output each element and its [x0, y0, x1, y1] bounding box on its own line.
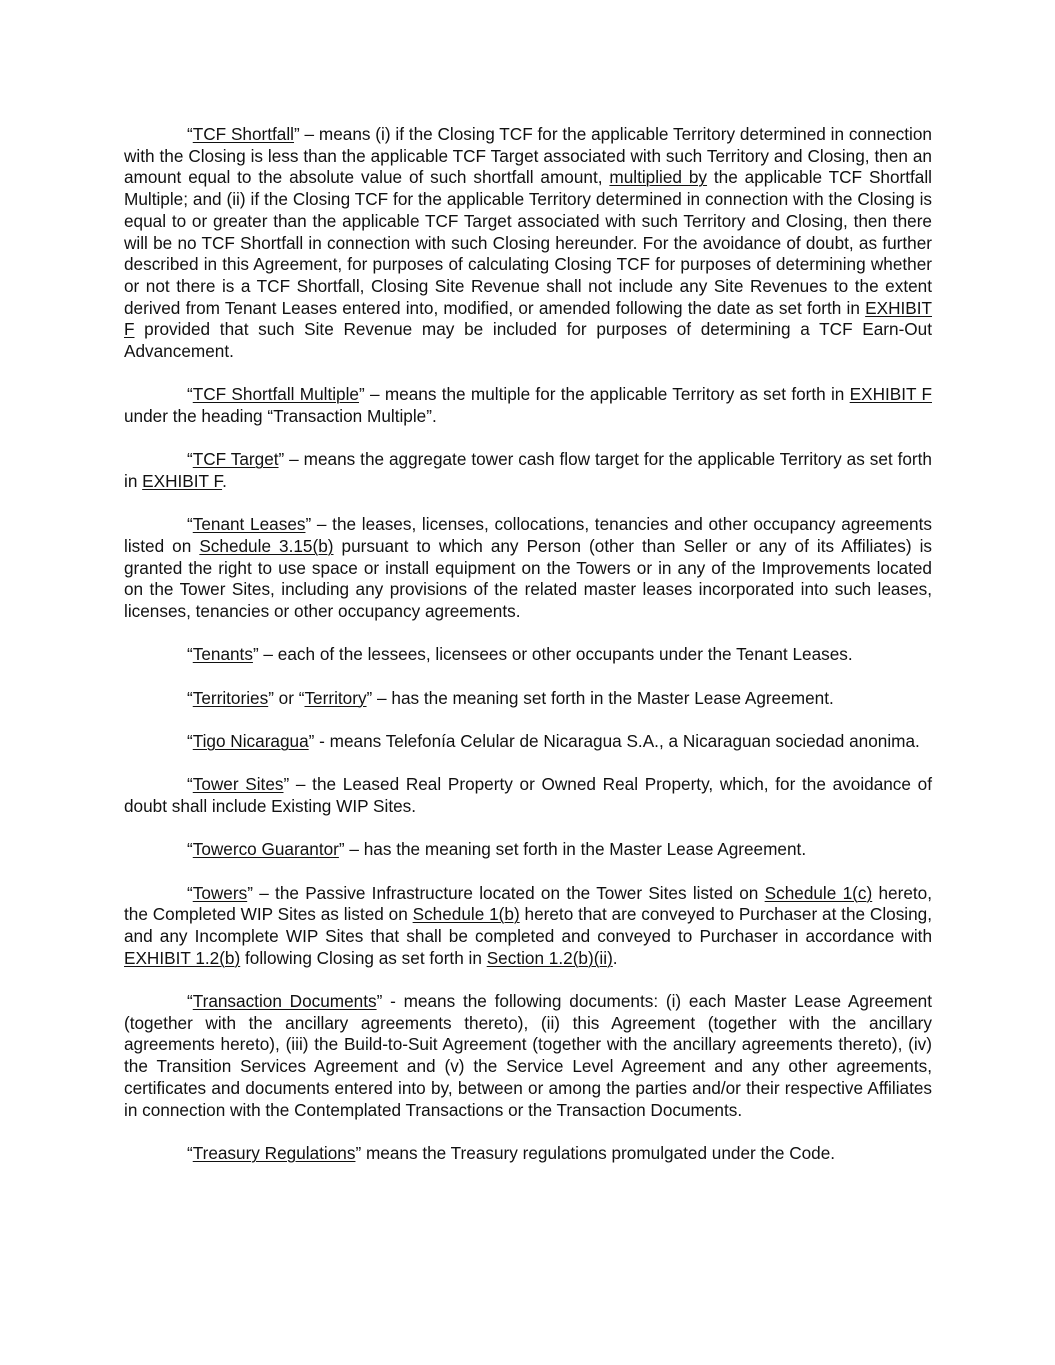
underlined-term: Towers — [192, 882, 248, 903]
paragraph-text: ” or “ — [268, 687, 305, 708]
underlined-term: Territories — [192, 687, 269, 708]
paragraph-text: “ — [187, 644, 193, 665]
paragraph-text: . — [612, 947, 618, 968]
underlined-term: Tenants — [192, 644, 253, 665]
definition-treasury-regulations — [124, 1143, 932, 1165]
paragraph-text: following Closing as set forth in — [240, 947, 487, 968]
definition-transaction-documents — [124, 991, 932, 1121]
definition-tigo-nicaragua — [124, 731, 932, 753]
definition-towerco-guarantor — [124, 839, 932, 861]
underlined-term: Tower Sites — [192, 774, 284, 795]
underlined-term: Territory — [304, 687, 367, 708]
paragraph-text: ” – means (i) if the Closing TCF for the applicable Territory determined in connection with the Closing is less than the applicable TCF Target associated with such Territory and Closing, then an amount equal to the absolute value of such shortfall amount, — [124, 124, 932, 188]
underlined-term: Tenant Leases — [192, 514, 306, 535]
underlined-term: Tigo Nicaragua — [192, 731, 309, 752]
underlined-term: Treasury Regulations — [192, 1142, 356, 1163]
paragraph-text: “ — [187, 384, 193, 405]
paragraph-text: ” – the Leased Real Property or Owned Real Property, which, for the avoidance of doubt shall include Existing WIP Sites. — [124, 774, 932, 817]
paragraph-text: “ — [187, 839, 193, 860]
paragraph-text: ” – means the multiple for the applicable Territory as set forth in — [359, 384, 850, 405]
paragraph-text: pursuant to which any Person (other than Seller or any of its Affiliates) is granted the right to use space or install equipment on the Towers or in any of the Improvements located on the Tower Sites, including any provisions of the related master leases incorporated into such leases, licenses, tenancies or other occupancy agreements. — [124, 536, 933, 622]
underlined-term: EXHIBIT 1.2(b) — [124, 947, 241, 968]
definition-towers — [124, 883, 932, 970]
underlined-term: Schedule 1(c) — [764, 882, 873, 903]
paragraph-text: . — [222, 471, 227, 492]
underlined-term: Towerco Guarantor — [192, 839, 339, 860]
paragraph-text: ” – the Passive Infrastructure located on the Tower Sites listed on — [247, 882, 765, 903]
underlined-term: Transaction Documents — [192, 991, 377, 1012]
paragraph-text: “ — [187, 449, 193, 470]
paragraph-text: “ — [187, 774, 193, 795]
paragraph-text: ” – has the meaning set forth in the Master Lease Agreement. — [366, 687, 834, 708]
paragraph-text: “ — [187, 1142, 193, 1163]
paragraph-text: ” – each of the lessees, licensees or other occupants under the Tenant Leases. — [252, 644, 853, 665]
underlined-term: multiplied by — [609, 167, 708, 188]
definition-tenant-leases — [124, 514, 932, 623]
underlined-term: EXHIBIT F — [849, 384, 932, 405]
underlined-term: TCF Target — [192, 449, 279, 470]
definition-tcf-shortfall-multiple — [124, 384, 932, 427]
underlined-term: Section 1.2(b)(ii) — [486, 947, 613, 968]
paragraph-text: “ — [187, 514, 193, 535]
paragraph-text: ” - means the following documents: (i) each Master Lease Agreement (together with the ancillary agreements thereto), (ii) this Agreement (together with the ancillary agreements hereto), (iii) the Build-to-Suit Agreement (together with the ancillary agreements thereto), (iv) the Transition Services Agreement and (v) the Service Level Agreement and any other agreements, certificates and documents entered into by, between or among the parties and/or their respective Affiliates in connection with the Contemplated Transactions or the Transaction Documents. — [124, 991, 932, 1120]
definition-tcf-shortfall — [124, 124, 932, 363]
paragraph-text: hereto that are conveyed to Purchaser at the Closing, and any Incomplete WIP Sites that shall be completed and conveyed to Purchaser in accordance with — [124, 904, 932, 947]
underlined-term: TCF Shortfall — [192, 124, 295, 144]
paragraph-text: hereto, the Completed WIP Sites as listed on — [124, 882, 932, 925]
underlined-term: EXHIBIT F — [124, 297, 932, 340]
paragraph-text: “ — [187, 687, 193, 708]
paragraph-text: provided that such Site Revenue may be included for purposes of determining a TCF Earn-Out Advancement. — [124, 319, 932, 362]
definition-territories — [124, 688, 932, 710]
paragraph-text: “ — [187, 991, 193, 1012]
paragraph-text: “ — [187, 882, 193, 903]
definition-tcf-target — [124, 449, 932, 492]
paragraph-text: ” – the leases, licenses, collocations, tenancies and other occupancy agreements listed on — [124, 514, 932, 557]
definition-tenants — [124, 644, 932, 666]
paragraph-text: ” - means Telefonía Celular de Nicaragua S.A., a Nicaraguan sociedad anonima. — [308, 731, 920, 752]
paragraph-text: the applicable TCF Shortfall Multiple; and (ii) if the Closing TCF for the applicable Territory determined in connection with the Closing is equal to or greater than the applicable TCF Target associated with such Territory and Closing, then there will be no TCF Shortfall in connection with such Closing hereunder. For the avoidance of doubt, as further described in this Agreement, for purposes of calculating Closing TCF for purposes of determining whether or not there is a TCF Shortfall, Closing Site Revenue shall not include any Site Revenues to the extent derived from Tenant Leases entered into, modified, or amended following the date as set forth in — [124, 167, 932, 318]
paragraph-text: ” – has the meaning set forth in the Master Lease Agreement. — [338, 839, 807, 860]
underlined-term: TCF Shortfall Multiple — [192, 384, 359, 405]
paragraph-text: ” means the Treasury regulations promulgated under the Code. — [355, 1142, 836, 1163]
paragraph-text: ” – means the aggregate tower cash flow target for the applicable Territory as set forth in — [124, 449, 932, 492]
underlined-term: EXHIBIT F — [142, 471, 223, 492]
paragraph-text: “ — [187, 124, 193, 144]
document-page — [124, 124, 932, 1186]
paragraph-text: “ — [187, 731, 193, 752]
paragraph-text: under the heading “Transaction Multiple”. — [124, 406, 437, 427]
definition-tower-sites — [124, 774, 932, 817]
underlined-term: Schedule 3.15(b) — [199, 536, 334, 557]
underlined-term: Schedule 1(b) — [412, 904, 520, 925]
